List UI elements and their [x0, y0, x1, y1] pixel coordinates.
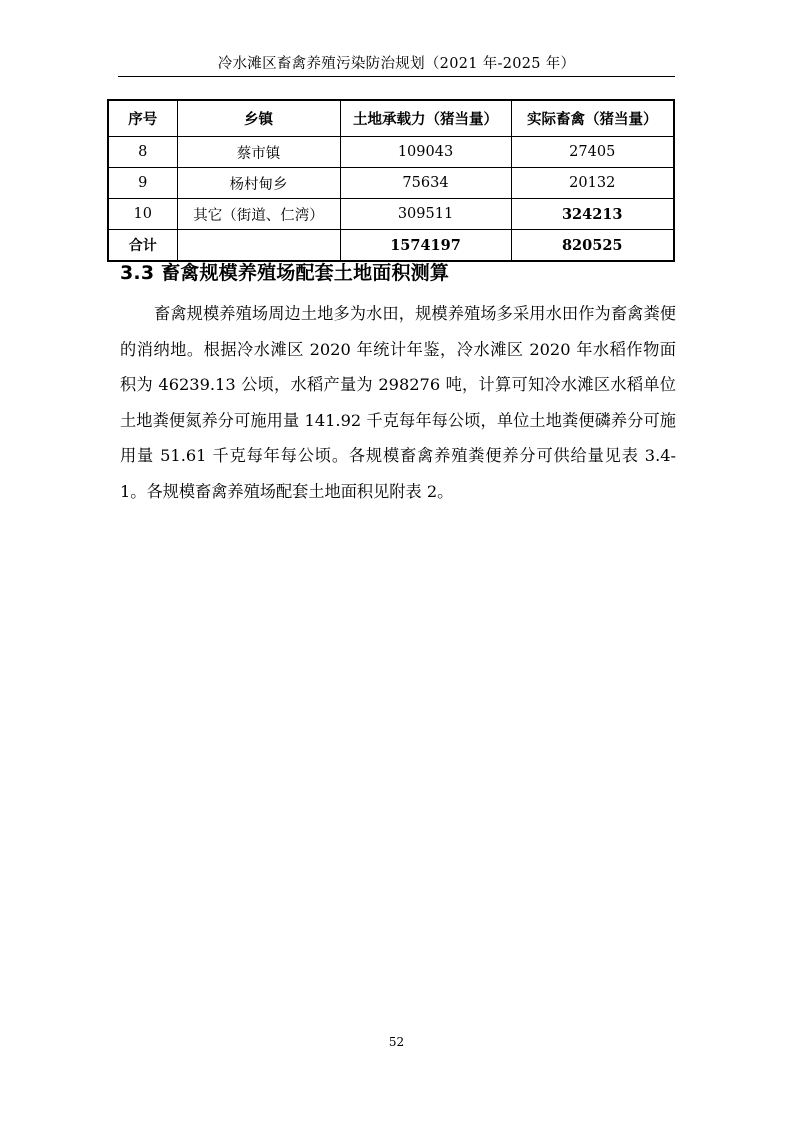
table-row [108, 168, 674, 199]
cell-no: 10 [108, 199, 177, 230]
livestock-capacity-table [107, 99, 675, 262]
cell-no: 8 [108, 137, 177, 168]
column-header-town: 乡镇 [177, 100, 340, 137]
cell-town: 杨村甸乡 [177, 168, 340, 199]
column-header-actual: 实际畜禽（猪当量） [511, 100, 674, 137]
column-header-no: 序号 [108, 100, 177, 137]
column-header-capacity: 土地承载力（猪当量） [340, 100, 511, 137]
cell-actual: 324213 [511, 199, 674, 230]
cell-capacity: 309511 [340, 199, 511, 230]
total-label: 合计 [108, 230, 177, 262]
cell-town: 蔡市镇 [177, 137, 340, 168]
page-header-title: 冷水滩区畜禽养殖污染防治规划（2021 年-2025 年） [217, 56, 576, 72]
body-paragraph: 畜禽规模养殖场周边土地多为水田，规模养殖场多采用水田作为畜禽粪便的消纳地。根据冷水滩区 2020 年统计年鉴，冷水滩区 2020 年水稻作物面积为 46239.13 公顷，水稻产量为 298276 吨，计算可知冷水滩区水稻单位土地粪便氮养分可施用量 141.92 千克每年每公顷，单位土地粪便磷养分可施用量 51.61 千克每年每公顷。各规模畜禽养殖粪便养分可供给量见表 3.4-1。各规模畜禽养殖场配套土地面积见附表 2。 [120, 304, 676, 501]
cell-actual: 27405 [511, 137, 674, 168]
total-actual: 820525 [511, 230, 674, 262]
cell-town: 其它（街道、仁湾） [177, 199, 340, 230]
total-town-cell [177, 230, 340, 262]
table-row [108, 137, 674, 168]
cell-capacity: 109043 [340, 137, 511, 168]
table-header-row [108, 100, 674, 137]
header-divider [118, 76, 675, 77]
total-capacity: 1574197 [340, 230, 511, 262]
section-heading: 3.3 畜禽规模养殖场配套土地面积测算 [120, 262, 450, 284]
table-total-row [108, 230, 674, 262]
table-row [108, 199, 674, 230]
cell-no: 9 [108, 168, 177, 199]
cell-actual: 20132 [511, 168, 674, 199]
cell-capacity: 75634 [340, 168, 511, 199]
page-number: 52 [388, 1035, 405, 1049]
